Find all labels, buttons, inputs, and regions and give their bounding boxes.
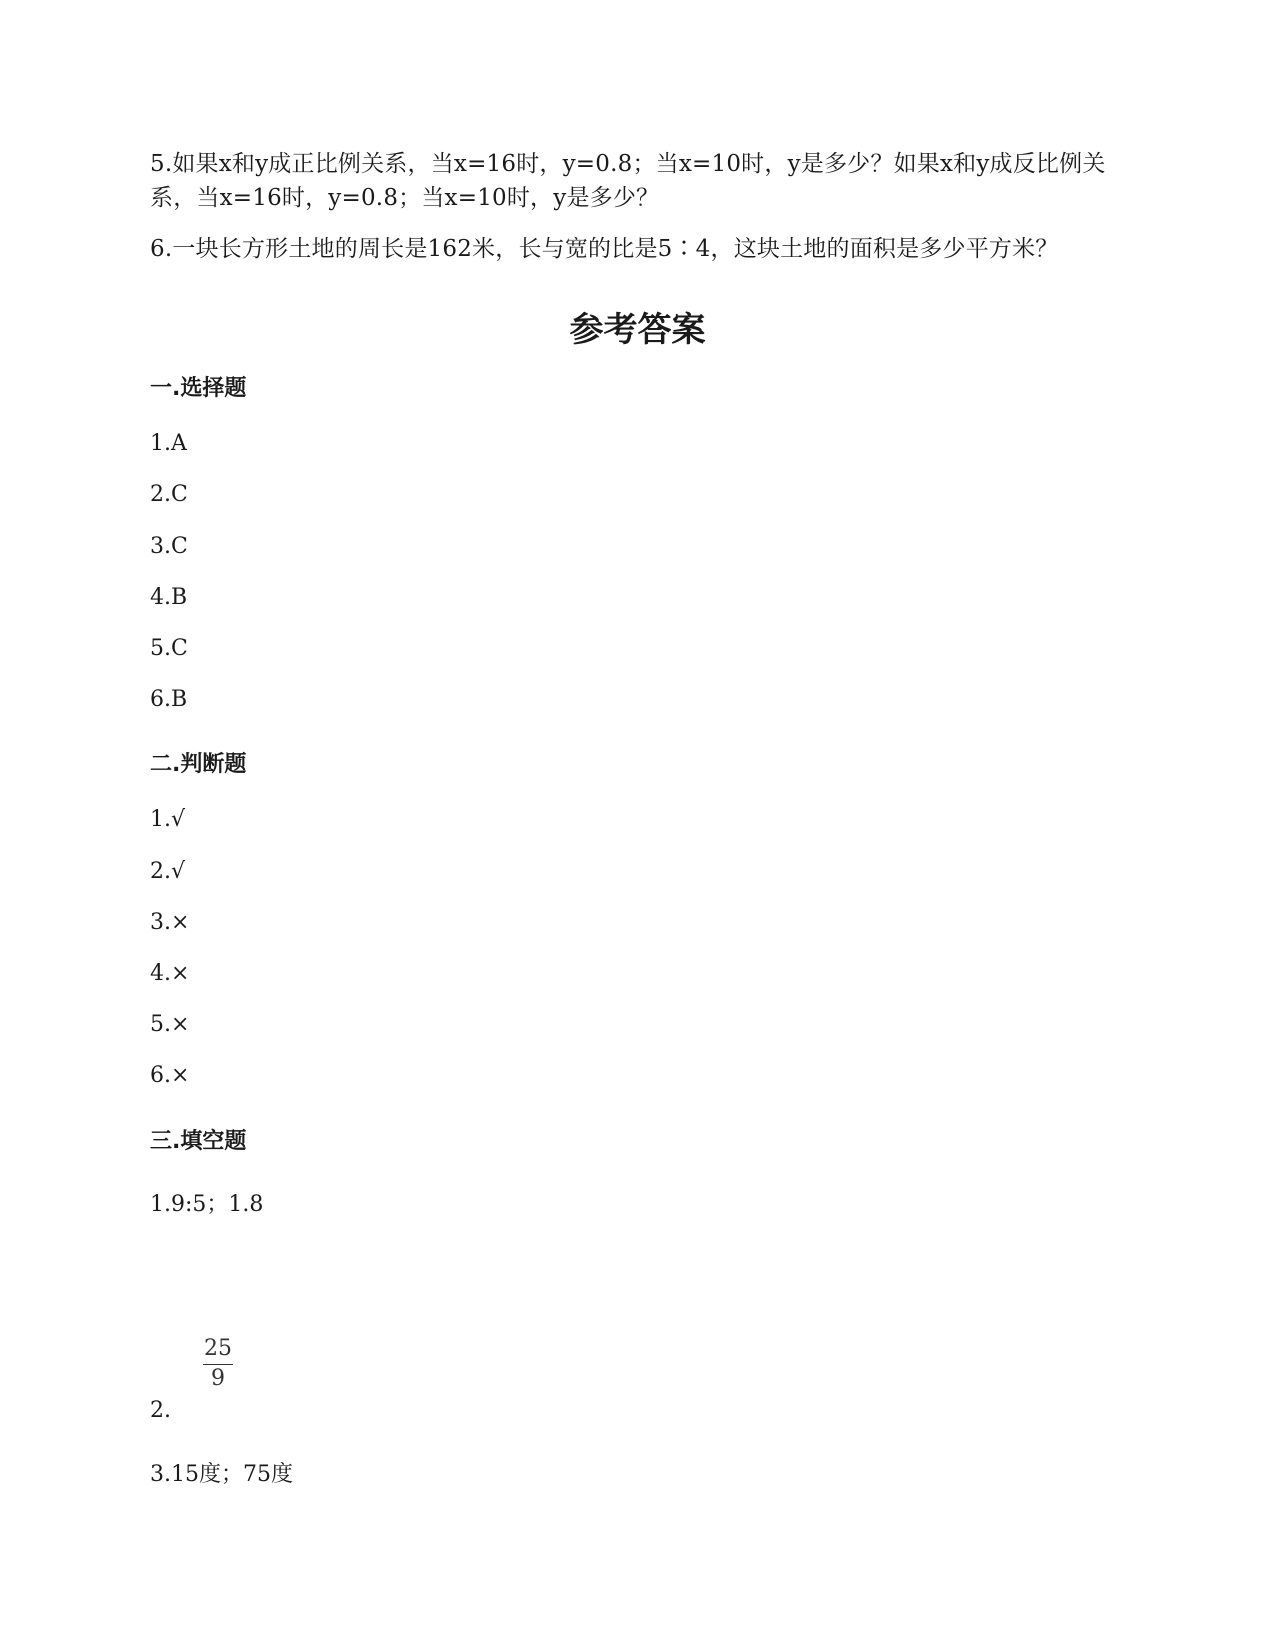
- judgment-answer-2: 2.√: [150, 859, 186, 884]
- section-heading-choice: 一.选择题: [150, 376, 247, 401]
- fraction: [203, 1336, 233, 1392]
- choice-answer-4: 4.B: [150, 585, 188, 610]
- choice-answer-1: 1.A: [150, 431, 187, 456]
- fraction-bar: [203, 1364, 233, 1365]
- fraction-denominator: 9: [211, 1366, 225, 1391]
- section-heading-fill: 三.填空题: [150, 1129, 247, 1154]
- question-6: 6.一块长方形土地的周长是162米，长与宽的比是5∶4，这块土地的面积是多少平方米？: [150, 236, 1059, 262]
- judgment-answer-4: 4.×: [150, 961, 190, 986]
- section-heading-judgment: 二.判断题: [150, 752, 247, 777]
- fraction-numerator: 25: [204, 1336, 232, 1361]
- choice-answer-2: 2.C: [150, 482, 188, 507]
- judgment-answer-1: 1.√: [150, 807, 186, 832]
- choice-answer-5: 5.C: [150, 636, 188, 661]
- judgment-answer-3: 3.×: [150, 910, 190, 935]
- judgment-answer-6: 6.×: [150, 1063, 190, 1088]
- question-5: 5.如果x和y成正比例关系，当x=16时，y=0.8；当x=10时，y是多少？如果x和y成反比例关系，当x=16时，y=0.8；当x=10时，y是多少？: [150, 151, 1106, 211]
- judgment-answer-5: 5.×: [150, 1012, 190, 1037]
- choice-answer-6: 6.B: [150, 687, 188, 712]
- fill-answer-3: 3.15度；75度: [150, 1462, 293, 1487]
- answer-key-title: 参考答案: [569, 310, 706, 350]
- fill-answer-1: 1.9:5；1.8: [150, 1192, 264, 1217]
- choice-answer-3: 3.C: [150, 534, 188, 559]
- fill-answer-2-label: 2.: [150, 1398, 171, 1423]
